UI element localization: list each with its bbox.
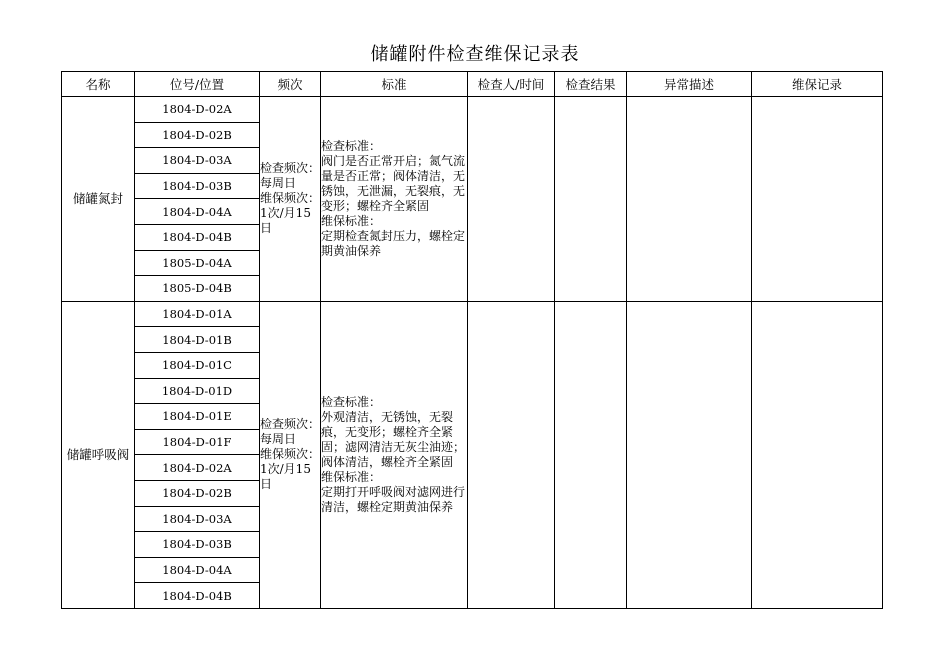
header-row xyxy=(62,72,883,97)
group-name: 储罐氮封 xyxy=(62,97,135,302)
header-name: 名称 xyxy=(62,72,135,97)
position-cell: 1804-D-02A xyxy=(135,97,260,123)
frequency-cell: 检查频次：每周日 维保频次：1次/月15日 xyxy=(260,97,321,302)
position-cell: 1804-D-01A xyxy=(135,301,260,327)
header-inspector: 检查人/时间 xyxy=(468,72,555,97)
position-cell: 1805-D-04A xyxy=(135,250,260,276)
position-cell: 1804-D-01B xyxy=(135,327,260,353)
standard-cell: 检查标准： 阀门是否正常开启；氮气流量是否正常；阀体清洁，无锈蚀，无泄漏，无裂痕，无变形；螺栓齐全紧固 维保标准： 定期检查氮封压力，螺栓定期黄油保养 xyxy=(321,97,468,302)
header-maintenance: 维保记录 xyxy=(752,72,883,97)
table-row xyxy=(62,301,883,327)
maintenance-cell[interactable] xyxy=(752,97,883,302)
header-abnormal: 异常描述 xyxy=(627,72,752,97)
maintenance-cell[interactable] xyxy=(752,301,883,608)
result-cell[interactable] xyxy=(555,301,627,608)
record-table xyxy=(61,71,883,609)
table-row xyxy=(62,97,883,123)
position-cell: 1804-D-02B xyxy=(135,480,260,506)
header-frequency: 频次 xyxy=(260,72,321,97)
position-cell: 1804-D-01F xyxy=(135,429,260,455)
inspector-cell[interactable] xyxy=(468,301,555,608)
position-cell: 1804-D-04A xyxy=(135,199,260,225)
position-cell: 1804-D-01E xyxy=(135,404,260,430)
position-cell: 1804-D-04B xyxy=(135,224,260,250)
header-standard: 标准 xyxy=(321,72,468,97)
position-cell: 1804-D-04A xyxy=(135,557,260,583)
group-name: 储罐呼吸阀 xyxy=(62,301,135,608)
page-title: 储罐附件检查维保记录表 xyxy=(370,44,580,65)
standard-cell: 检查标准： 外观清洁，无锈蚀，无裂痕，无变形；螺栓齐全紧固；滤网清洁无灰尘油迹；阀体清洁，螺栓齐全紧固 维保标准： 定期打开呼吸阀对滤网进行清洁，螺栓定期黄油保养 xyxy=(321,301,468,608)
position-cell: 1804-D-02A xyxy=(135,455,260,481)
result-cell[interactable] xyxy=(555,97,627,302)
position-cell: 1804-D-01C xyxy=(135,352,260,378)
abnormal-cell[interactable] xyxy=(627,301,752,608)
position-cell: 1804-D-03B xyxy=(135,532,260,558)
position-cell: 1804-D-03A xyxy=(135,148,260,174)
header-position: 位号/位置 xyxy=(135,72,260,97)
position-cell: 1805-D-04B xyxy=(135,276,260,302)
position-cell: 1804-D-04B xyxy=(135,583,260,609)
position-cell: 1804-D-03B xyxy=(135,173,260,199)
inspector-cell[interactable] xyxy=(468,97,555,302)
position-cell: 1804-D-02B xyxy=(135,122,260,148)
position-cell: 1804-D-03A xyxy=(135,506,260,532)
abnormal-cell[interactable] xyxy=(627,97,752,302)
header-result: 检查结果 xyxy=(555,72,627,97)
position-cell: 1804-D-01D xyxy=(135,378,260,404)
frequency-cell: 检查频次：每周日 维保频次：1次/月15日 xyxy=(260,301,321,608)
